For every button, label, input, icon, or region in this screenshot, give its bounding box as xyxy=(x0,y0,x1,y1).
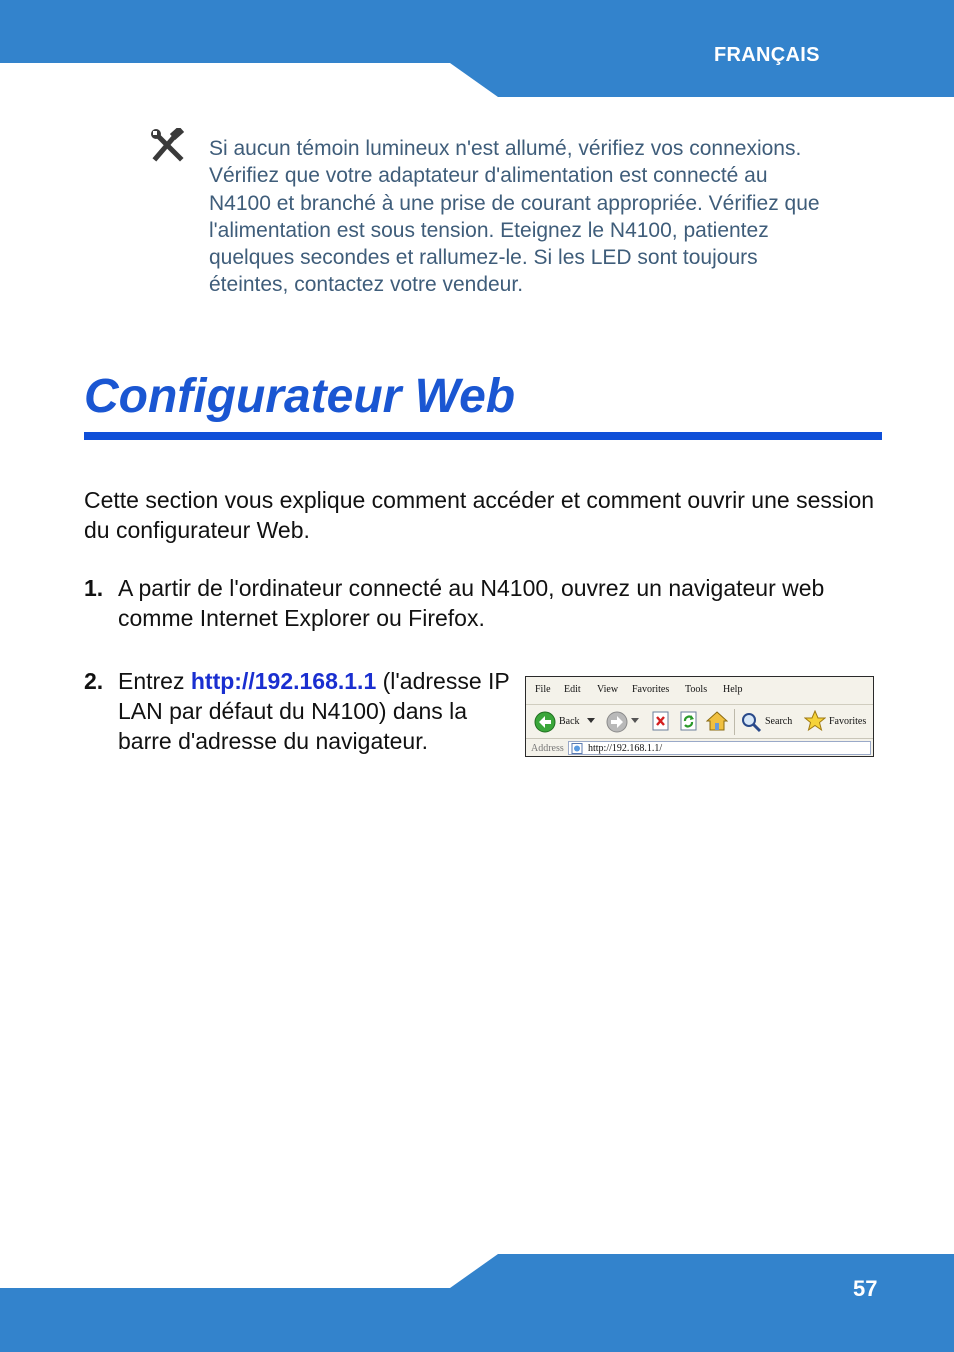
browser-toolbar xyxy=(526,704,873,739)
page-number: 57 xyxy=(853,1276,878,1301)
browser-screenshot xyxy=(525,676,874,757)
address-value: http://192.168.1.1/ xyxy=(588,743,663,754)
menu-help[interactable]: Help xyxy=(723,684,743,695)
step-text: A partir de l'ordinateur connecté au N4100, ouvrez un navigateur web comme Internet Explorer ou Firefox. xyxy=(118,575,825,631)
intro-paragraph: Cette section vous explique comment accéder et comment ouvrir une session du configurateur Web. xyxy=(84,487,875,543)
menu-tools[interactable]: Tools xyxy=(685,684,708,695)
step-text xyxy=(118,666,514,756)
chevron-down-icon[interactable] xyxy=(631,718,639,724)
forward-arrow-icon[interactable] xyxy=(606,711,628,733)
step-1 xyxy=(84,573,884,633)
back-arrow-icon[interactable] xyxy=(534,711,556,733)
search-icon[interactable] xyxy=(740,711,762,733)
search-button[interactable]: Search xyxy=(765,716,793,727)
page-icon xyxy=(571,743,585,754)
footer-band xyxy=(0,1254,954,1352)
tools-icon xyxy=(150,128,186,162)
note-text: Si aucun témoin lumineux n'est allumé, vérifiez vos connexions. Vérifiez que votre adaptateur d'alimentation est connecté au N4100 et branché à une prise de courant appropriée. Vérifiez que l'alimentation est sous tension. Eteignez le N4100, patientez quelques secondes et rallumez-le. Si les LED sont toujours éteintes, contactez votre vendeur. xyxy=(209,137,820,297)
menu-file[interactable]: File xyxy=(535,684,551,695)
back-button[interactable]: Back xyxy=(559,716,580,727)
step-prefix: Entrez xyxy=(118,668,185,694)
section-title: Configurateur Web xyxy=(84,370,516,423)
home-icon[interactable] xyxy=(706,710,728,732)
step-2 xyxy=(84,666,514,756)
address-label: Address xyxy=(531,743,564,754)
chevron-down-icon[interactable] xyxy=(587,718,595,724)
toolbar-separator xyxy=(734,709,735,735)
title-underline xyxy=(84,432,882,440)
address-input[interactable] xyxy=(568,741,871,755)
favorites-star-icon[interactable] xyxy=(804,710,826,732)
step-number: 1. xyxy=(84,575,104,601)
step-suffix: (l'adresse IP LAN par défaut du N4100) dans la barre d'adresse du navigateur. xyxy=(118,668,510,754)
menu-view[interactable]: View xyxy=(597,684,619,695)
language-label: FRANÇAIS xyxy=(714,44,820,66)
address-bar xyxy=(526,738,873,758)
step-number: 2. xyxy=(84,668,104,694)
router-url: http://192.168.1.1 xyxy=(190,668,377,694)
menu-favorites[interactable]: Favorites xyxy=(632,684,670,695)
refresh-icon[interactable] xyxy=(680,711,698,731)
stop-icon[interactable] xyxy=(652,711,670,731)
browser-menubar xyxy=(526,677,873,702)
favorites-button[interactable]: Favorites xyxy=(829,716,867,727)
menu-edit[interactable]: Edit xyxy=(564,684,581,695)
